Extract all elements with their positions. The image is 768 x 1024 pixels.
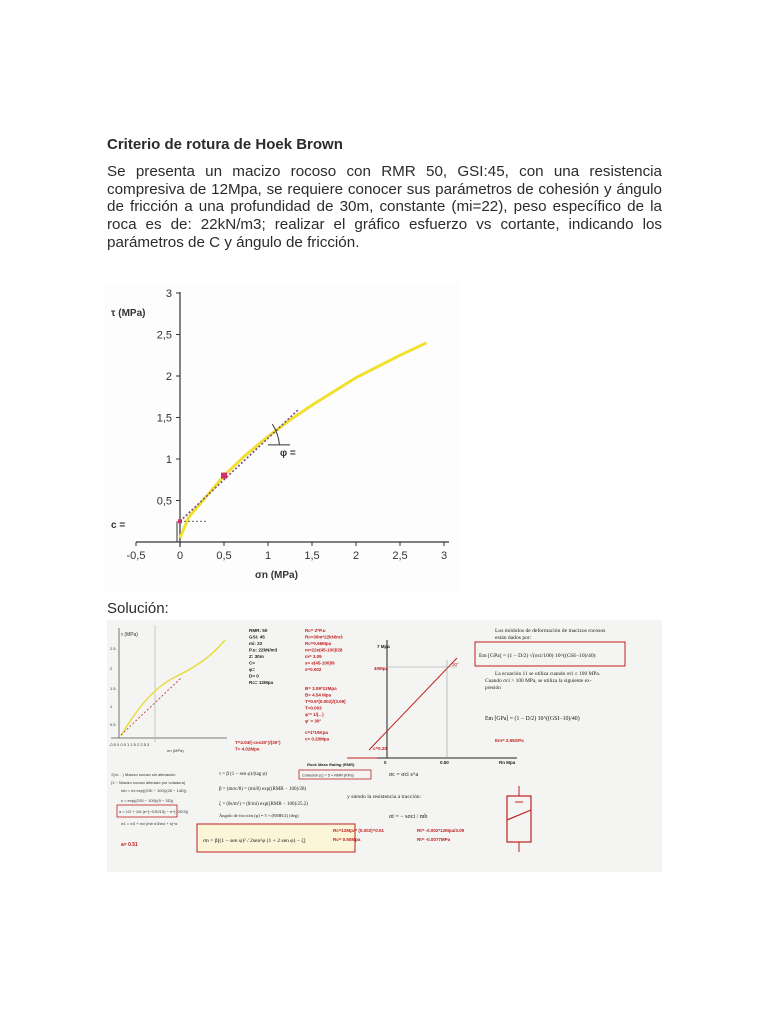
beta-equation: β = (mσc/8) = (mi/8) exp((RMR − 100)/28) [219,787,307,792]
page-heading: Criterio de rotura de Hoek Brown [107,136,343,153]
sheet-line: RMR: 50 [249,628,268,633]
sheet-line: s= e(45-100)/9 [305,660,335,666]
solution-label: Solución: [107,600,169,617]
zeta-equation: ζ = (8s/m²) = (8/mi) exp((RMR − 100)/25.2) [219,802,308,807]
sheet-line: C= [249,660,256,666]
em-equation-2: Em [GPa] = (1 − D/2) 10^((GSI−10)/40) [485,716,580,722]
y-tick-label: 2,5 [156,329,172,342]
em-value: Em= 2.55GPa [495,738,524,743]
svg-text:mb = mi exp((GSI − 100)/(28 −: mb = mi exp((GSI − 100)/(28 − 14D)) [121,788,187,793]
svg-text:σ1 = σ3 + σci (mb σ3/σci + s)^: σ1 = σ3 + σci (mb σ3/σci + s)^a [121,821,178,826]
a-value: a= 0.51 [121,842,138,848]
sheet-line: T=0.003 [305,705,322,711]
sheet-line: s=0.002 [305,667,322,672]
x-tick-label: 0,5 [216,550,232,562]
x-tick-label: 1,5 [304,550,320,562]
rmr-note: Rock Mass Rating (RMR) [307,762,355,767]
sheet-line: Rc=12Mpa* (0.002)^0.51 [333,828,385,833]
mid-chart-c: c=0.20 [373,746,387,751]
phi-note: Ángulo de fricción (φ) = 5 + (RMR/2) (deg) [219,813,299,818]
svg-text:τ (MPa): τ (MPa) [121,632,138,638]
sheet-line: φ' = 30° [305,718,322,724]
sheet-line: Rc= 12Mpa [249,680,274,685]
svg-text:0: 0 [384,760,387,765]
x-tick-label: 3 [440,550,448,562]
tension-note: y siendo la resistencia a tracción: [347,794,422,800]
x-axis-label: σn (MPa) [255,570,298,581]
y-tick-label: 0,5 [156,495,172,508]
mid-chart-x: 0.50 [440,760,449,765]
sheet-line: Rc=0.66Mpa [305,641,332,646]
svg-text:1: 1 [110,704,113,709]
sheet-line: φ'= 1/(.. ) [305,712,324,717]
cohesion-text: Cohesion (c) = 5 × RMR (KPa) [302,773,354,778]
sigma-c-equation: σc = σci s^a [389,772,419,778]
sheet-line: B= 3.09*12Mpa [305,686,337,691]
em-note: La ecuación 11 se utiliza cuando σci ≤ 100 MPa. Cuando σci > 100 MPa, se utiliza la siguiente ex- presión [485,671,601,691]
sheet-line: Rt= -0.0077MPa [417,837,451,842]
mid-chart-xaxis: Rn Mpa [499,760,516,765]
sheet-line: T= 4.02Mpa [235,746,260,752]
svg-text:√(σ/... ) Macizo rocoso sin al: √(σ/... ) Macizo rocoso sin alteración [111,772,176,777]
sheet-line: Rc=30m*22kN/m3 [305,634,343,640]
svg-text:1.5: 1.5 [110,686,116,691]
tau-equation: τ = β (1 − sen φ)/(tag φ) [219,772,268,777]
y-tick-label: 1 [165,454,172,466]
sheet-line: Rt= -0.002*12Mpa/3.09 [417,828,465,833]
sheet-line: m=22e(45-100)/28 [305,647,343,653]
y-tick-label: 2 [165,371,172,383]
svg-text:a = 1/2 + 1/6 (e^(−GSI/15) − e: a = 1/2 + 1/6 (e^(−GSI/15) − e^(−20/3)) [119,809,189,814]
curve-marker [221,473,227,479]
sheet-line: T=0.5*(0.002)/(3.09) [305,699,346,704]
sheet-line: D= 0 [249,673,259,679]
sheet-line: c=1*10Kpa [305,730,328,735]
sheet-line: Z: 30m [249,654,264,659]
chart-background [105,282,460,592]
problem-paragraph: Se presenta un macizo rocoso con RMR 50, GSI:45, con una resistencia compresiva de 12Mpa, se requiere conocer sus parámetros de cohesión y ángulo de fricción a una profundidad de 30m, constante (mi=22), peso específico de la roca es de: 22kN/m3; realizar el gráfico esfuerzo vs cortante, indicando los parámetros de C y ángulo de fricción. [107,163,662,251]
sheet-line: T=4.04/(-cos30°)/(30°) [235,740,281,745]
solution-sheet [107,620,662,872]
em-title: Los módulos de deformación de macizos rocosos están dados por: [495,628,606,641]
x-tick-label: 2 [352,550,360,562]
y-tick-label: 1,5 [156,412,172,425]
mid-chart-y: 7 Mpa [377,644,390,649]
sheet-line: mi: 22 [249,641,263,646]
sheet-line: Rc= 0.50Mpa [333,837,361,842]
x-tick-label: 1 [264,550,272,562]
svg-text:0.5: 0.5 [110,722,116,727]
c-label: c = [111,520,126,531]
sheet-line: φ= [249,667,255,672]
svg-text:σn (MPa): σn (MPa) [167,748,184,753]
mid-chart-y2: 40Mpa [374,666,389,671]
mid-chart-angle: 30° [452,662,459,667]
svg-text:(1 − Macizo rocoso alterado po: (1 − Macizo rocoso alterado por voladura) [111,780,186,785]
svg-text:2: 2 [110,666,113,671]
x-tick-label: 2,5 [392,550,408,562]
main-equation: σn = β[(1 − sen φ)² / 2sen²φ (1 + 2 sen φ) − ζ] [203,838,306,844]
x-tick-label: 0 [176,550,184,562]
svg-text:2.5: 2.5 [110,646,116,651]
sheet-line: P.u: 22kN/m3 [249,647,278,653]
hoek-brown-chart [105,282,460,592]
intercept-marker [178,519,182,523]
em-equation-1: Em [GPa] = (1 − D/2) √(σci/100) 10^((GSI−10)/40) [479,653,596,659]
sheet-line: c= 0.20Mpa [305,736,330,742]
calc-column-3 [305,730,330,742]
x-tick-label: -0,5 [126,550,146,562]
y-tick-label: 3 [165,288,172,300]
sheet-line: B= 4.54 Mpa [305,692,332,698]
sheet-line: Rc= Z*P.u [305,628,326,633]
sigma-t-equation: σt = − sσci / mb [389,814,428,820]
sheet-line: m= 3.09 [305,654,322,659]
y-axis-label: τ (MPa) [111,308,146,319]
svg-text:-0.5 0 0.5 1 1.5 2 2.5: -0.5 0 0.5 1 1.5 2 2.5 3 [109,742,150,747]
phi-label: φ = [280,448,296,459]
svg-text:s = exp((GSI − 100)/(9 − 3D)): s = exp((GSI − 100)/(9 − 3D)) [121,798,174,803]
sheet-line: GSI: 45 [249,634,265,640]
